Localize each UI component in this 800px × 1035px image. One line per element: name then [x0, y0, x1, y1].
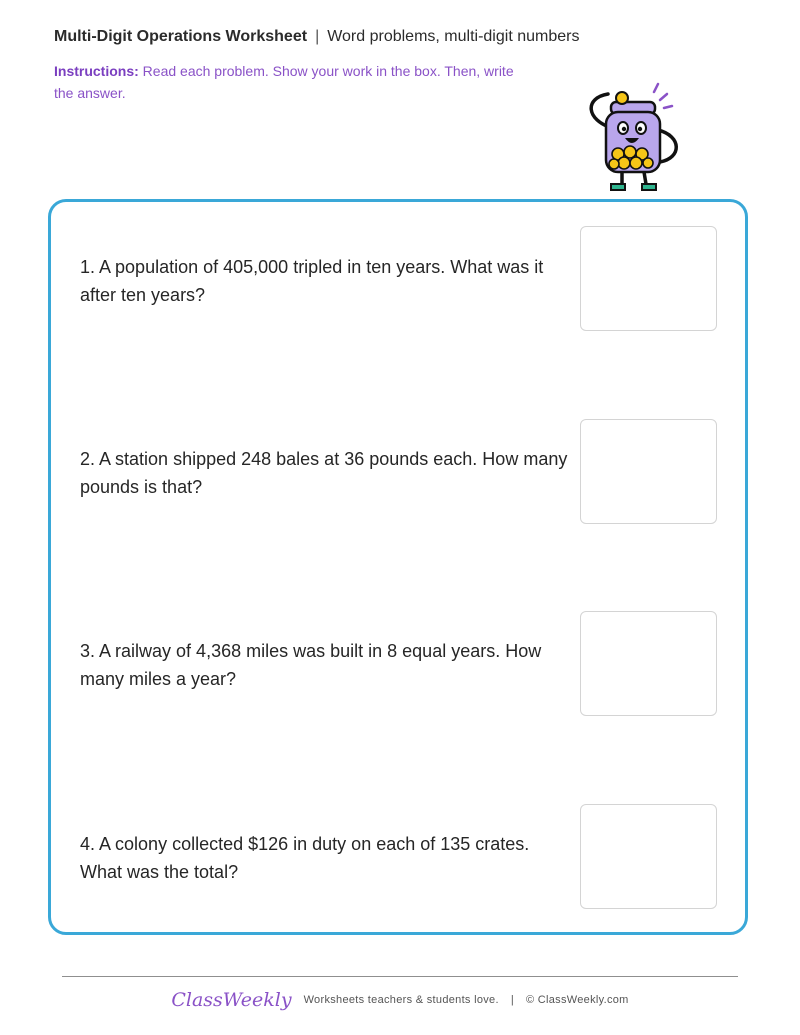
footer-copyright: © ClassWeekly.com — [526, 994, 629, 1006]
answer-box-3[interactable] — [580, 611, 717, 716]
answer-box-1[interactable] — [580, 226, 717, 331]
worksheet-title: Multi-Digit Operations Worksheet — [54, 28, 308, 45]
footer-tagline: Worksheets teachers & students love. — [303, 994, 499, 1006]
problem-1: 1. A population of 405,000 tripled in ten years. What was it after ten years? — [80, 257, 544, 305]
problem-3: 3. A railway of 4,368 miles was built in 8 equal years. How many miles a year? — [80, 641, 542, 689]
instructions-text: Read each problem. Show your work in the box. Then, write the answer. — [54, 63, 514, 101]
footer-divider — [62, 976, 738, 977]
problem-2: 2. A station shipped 248 bales at 36 pounds each. How many pounds is that? — [80, 449, 568, 497]
footer — [0, 986, 800, 1014]
coin-jar-mascot-icon — [578, 78, 688, 196]
worksheet-subtitle: Word problems, multi-digit numbers — [327, 28, 580, 45]
problem-4: 4. A colony collected $126 in duty on each of 135 crates. What was the total? — [80, 834, 530, 882]
answer-box-4[interactable] — [580, 804, 717, 909]
worksheet-header — [54, 28, 579, 46]
instructions — [54, 60, 534, 104]
instructions-label: Instructions: — [54, 63, 139, 79]
brand-logo: ClassWeekly — [171, 989, 292, 1011]
answer-box-2[interactable] — [580, 419, 717, 524]
footer-separator: | — [510, 994, 514, 1006]
header-separator: | — [315, 28, 320, 45]
